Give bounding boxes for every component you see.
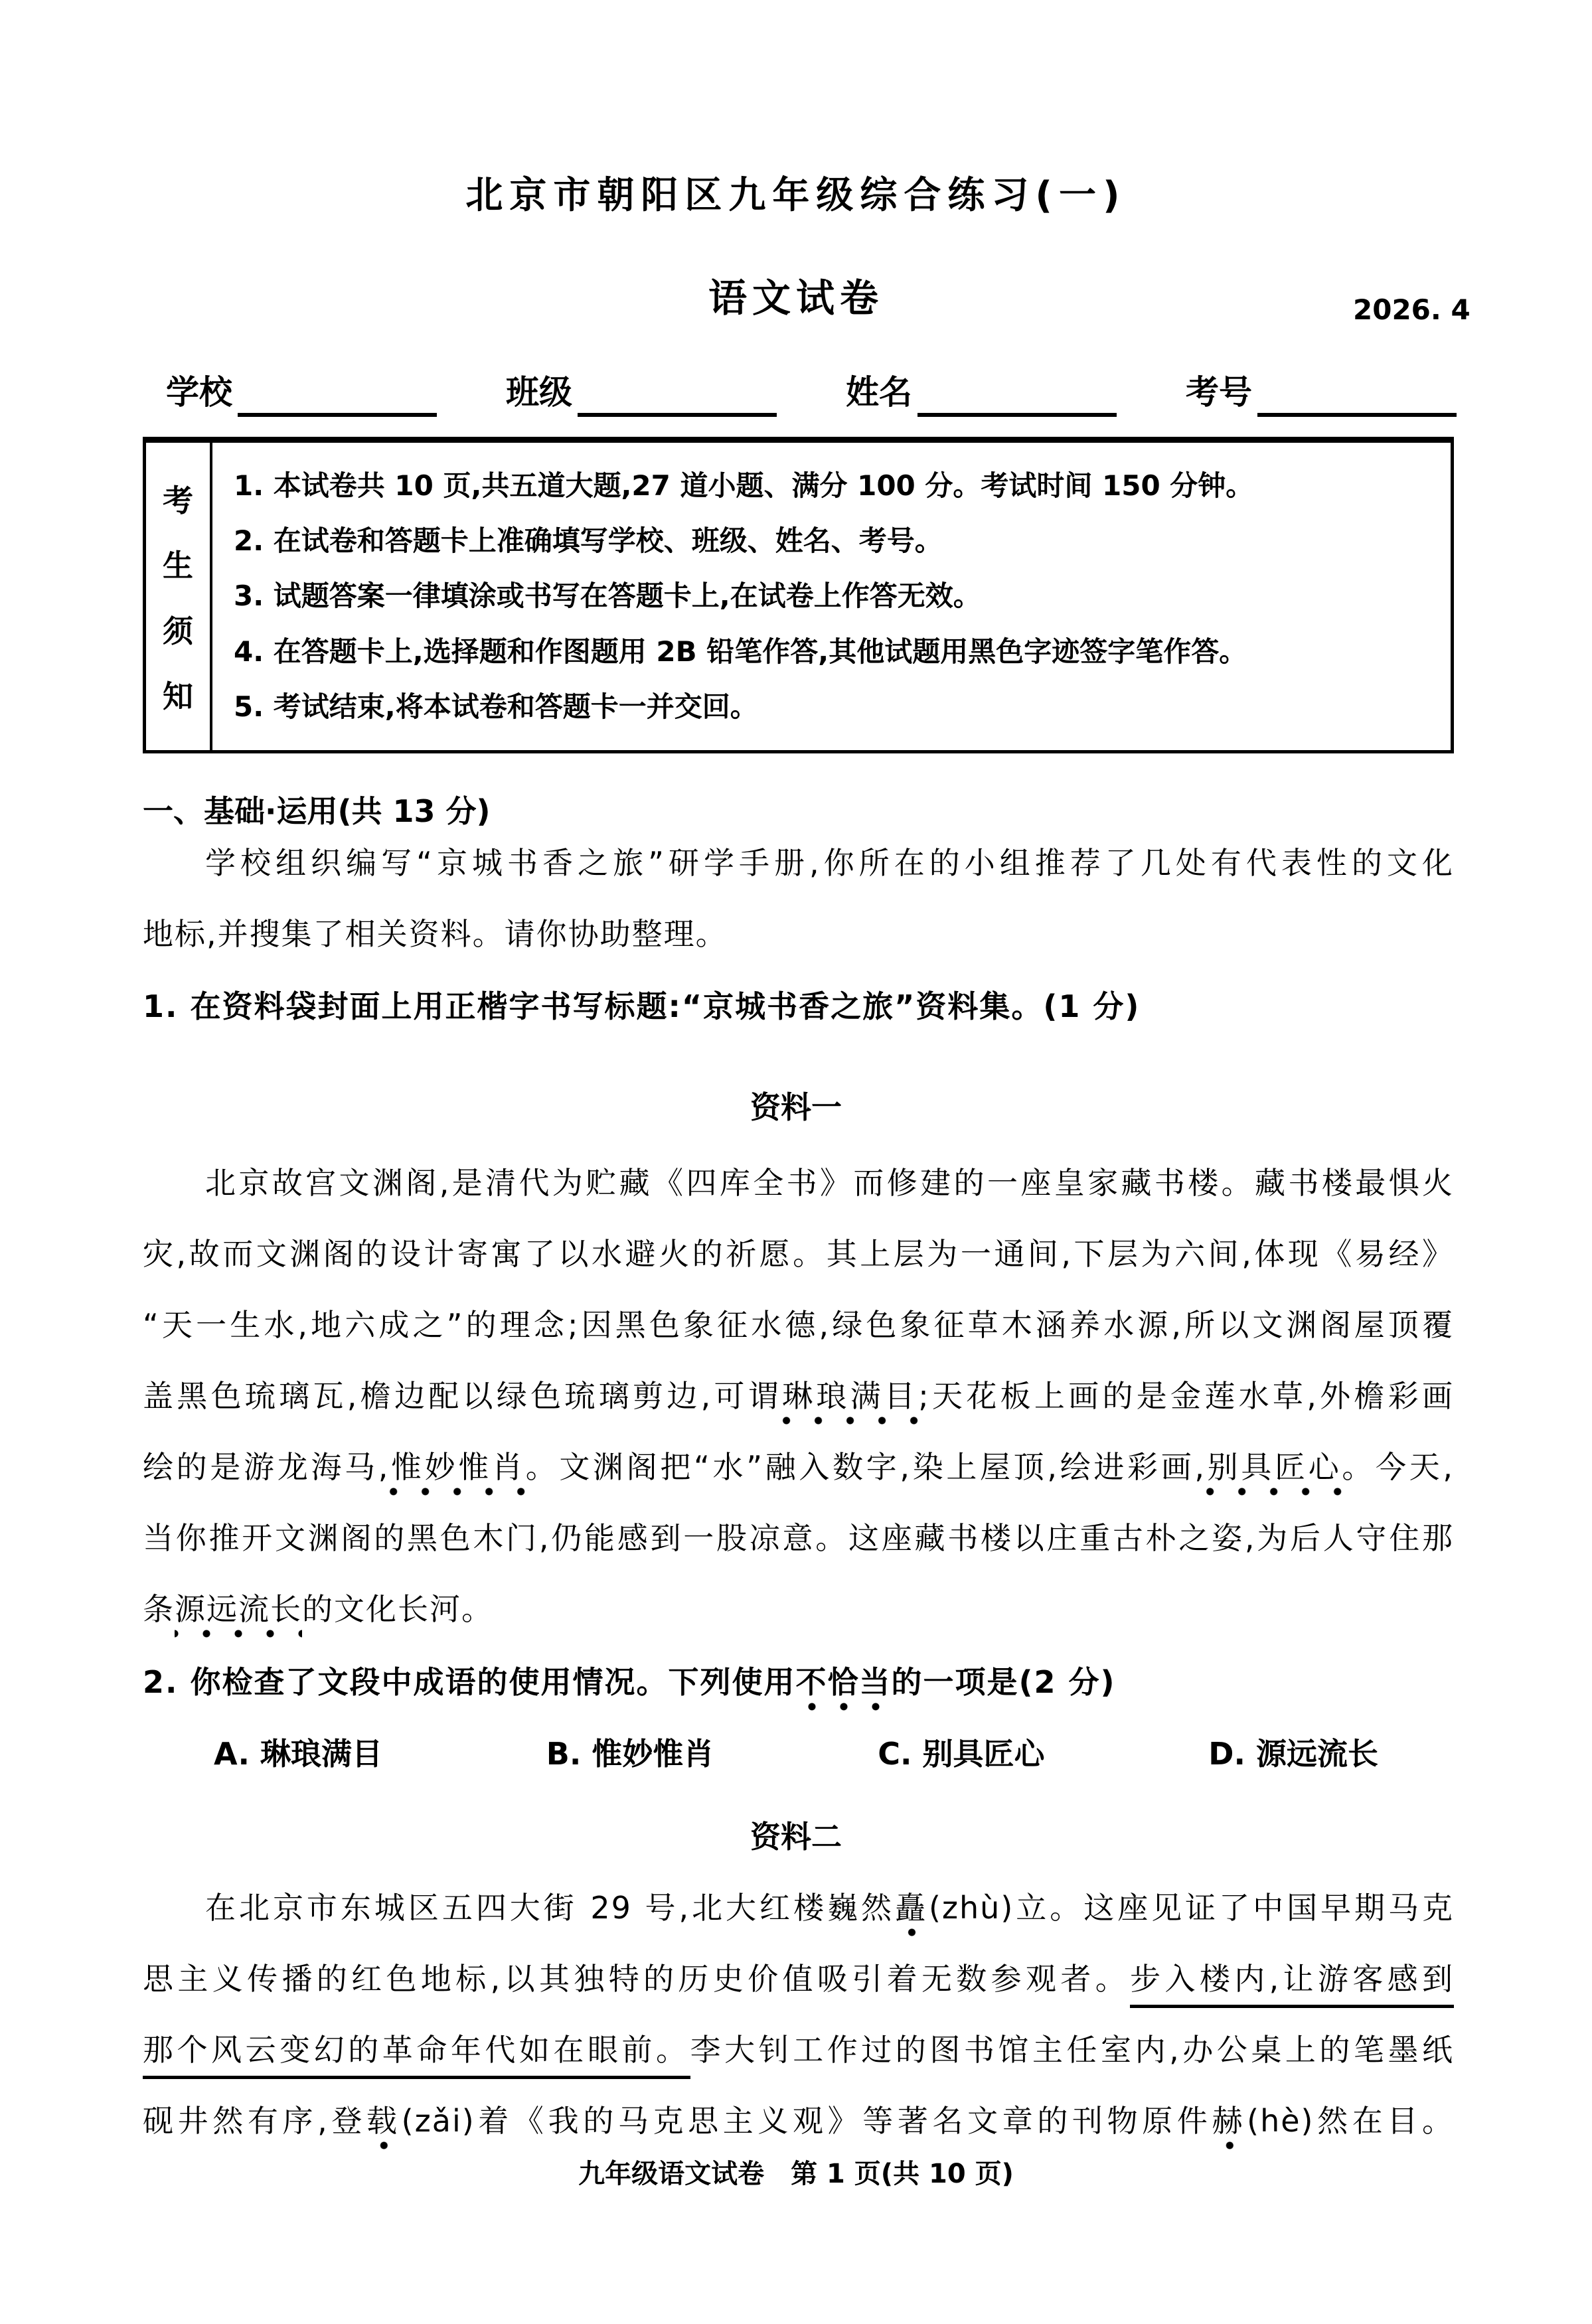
- text-run: 绘的是游龙海马,: [143, 1449, 390, 1485]
- text-run: 在北京市东城区五四大街 29 号,北大红楼巍然: [205, 1890, 895, 1926]
- text-line: [143, 971, 1454, 1042]
- notice-side-char: 知: [163, 678, 193, 715]
- student-info-row: [166, 373, 1457, 417]
- exam-number-blank-line: [1257, 413, 1457, 417]
- text-run: 。文渊阁把“水”融入数字,染上屋顶,绘进彩画,: [525, 1449, 1206, 1485]
- material1-paragraph: [143, 1148, 1454, 1645]
- option-c: C. 别具匠心: [878, 1736, 1045, 1772]
- text-run: 李大钊工作过的图书馆主任室内,办公桌上的笔墨纸: [690, 2032, 1455, 2068]
- option-d: D. 源远流长: [1208, 1736, 1378, 1772]
- material2-paragraph: [143, 1873, 1454, 2157]
- text-line: [143, 1290, 1454, 1361]
- text-line: [143, 2015, 1454, 2086]
- option-b: B. 惟妙惟肖: [546, 1736, 714, 1772]
- emphasis-dotted-text: 别具匠心: [1206, 1449, 1342, 1497]
- section1-heading: 一、基础·运用(共 13 分): [143, 793, 491, 829]
- school-field: [166, 373, 437, 417]
- text-line: [143, 1574, 1454, 1645]
- name-blank-line: [917, 413, 1117, 417]
- notice-item: 2. 在试卷和答题卡上准确填写学校、班级、姓名、考号。: [234, 524, 943, 557]
- notice-item: 1. 本试卷共 10 页,共五道大题,27 道小题、满分 100 分。考试时间 150 分钟。: [234, 469, 1254, 502]
- emphasis-dotted-text: 载: [366, 2103, 402, 2151]
- text-run: 1. 在资料袋封面上用正楷字书写标题:“京城书香之旅”资料集。(1 分): [143, 988, 1141, 1024]
- emphasis-dotted-text: 惟妙惟肖: [389, 1449, 525, 1497]
- notice-side-char: 生: [163, 548, 193, 584]
- notice-box: [143, 437, 1454, 753]
- question1-line: [143, 971, 1454, 1042]
- text-line: [143, 1944, 1454, 2015]
- class-label: 班级: [506, 373, 572, 412]
- text-run: 。今天,: [1342, 1449, 1454, 1485]
- text-run: 的文化长河。: [302, 1591, 493, 1627]
- notice-side-char: 考: [163, 482, 193, 518]
- text-run: ;天花板上画的是金莲水草,外檐彩画: [918, 1378, 1455, 1414]
- intro-paragraph: [143, 828, 1454, 970]
- text-run: 当你推开文渊阁的黑色木门,仍能感到一股凉意。这座藏书楼以庄重古朴之姿,为后人守住那: [143, 1520, 1454, 1556]
- text-run: 地标,并搜集了相关资料。请你协助整理。: [143, 916, 728, 952]
- text-line: [143, 899, 1454, 970]
- school-label: 学校: [166, 373, 232, 412]
- emphasis-dotted-text: 琳琅满目: [782, 1378, 918, 1426]
- underlined-text: 那个风云变幻的革命年代如在眼前。: [143, 2032, 690, 2079]
- exam-number-label: 考号: [1186, 373, 1252, 412]
- text-run: (zǎi)着《我的马克思主义观》等著名文章的刊物原件: [401, 2103, 1212, 2139]
- text-line: [143, 1148, 1454, 1219]
- subject-title: 语文试卷: [708, 275, 884, 321]
- text-line: [143, 1873, 1454, 1944]
- text-run: 盖黑色琉璃瓦,檐边配以绿色琉璃剪边,可谓: [143, 1378, 783, 1414]
- text-line: [143, 1361, 1454, 1432]
- text-line: [143, 1432, 1454, 1503]
- text-line: [143, 1503, 1454, 1574]
- text-run: 思主义传播的红色地标,以其独特的历史价值吸引着无数参观者。: [143, 1961, 1131, 1997]
- text-run: (zhù)立。这座见证了中国早期马克: [928, 1890, 1454, 1926]
- options-row: [214, 1730, 1378, 1774]
- text-run: 学校组织编写“京城书香之旅”研学手册,你所在的小组推荐了几处有代表性的文化: [205, 845, 1454, 881]
- notice-side-char: 须: [163, 613, 193, 649]
- notice-item: 5. 考试结束,将本试卷和答题卡一并交回。: [234, 690, 758, 723]
- school-blank-line: [238, 413, 437, 417]
- exam-number-field: [1186, 373, 1457, 417]
- name-label: 姓名: [846, 373, 912, 412]
- text-line: [143, 2086, 1454, 2157]
- option-a: A. 琳琅满目: [214, 1736, 382, 1772]
- name-field: [846, 373, 1117, 417]
- exam-date: 2026. 4: [1353, 293, 1471, 326]
- class-field: [506, 373, 777, 417]
- page-title: 北京市朝阳区九年级综合练习(一): [465, 174, 1127, 217]
- text-run: “天一生水,地六成之”的理念;因黑色象征水德,绿色象征草木涵养水源,所以文渊阁屋顶覆: [143, 1307, 1454, 1343]
- material1-heading: 资料一: [750, 1089, 842, 1125]
- text-run: 2. 你检查了文段中成语的使用情况。下列使用: [143, 1664, 796, 1700]
- text-line: [143, 1647, 1454, 1718]
- text-run: (hè)然在目。: [1247, 2103, 1455, 2139]
- text-run: 砚井然有序,登: [143, 2103, 367, 2139]
- text-line: [143, 828, 1454, 899]
- text-run: 灾,故而文渊阁的设计寄寓了以水避火的祈愿。其上层为一通间,下层为六间,体现《易经》: [143, 1236, 1454, 1272]
- text-line: [143, 1219, 1454, 1290]
- page-footer: 九年级语文试卷 第 1 页(共 10 页): [578, 2159, 1014, 2189]
- text-run: 的一项是(2 分): [891, 1664, 1116, 1700]
- text-run: 条: [143, 1591, 175, 1627]
- emphasis-dotted-text: 赫: [1212, 2103, 1247, 2151]
- emphasis-dotted-text: 不恰当: [796, 1664, 892, 1712]
- question2-line: [143, 1647, 1454, 1718]
- notice-item: 4. 在答题卡上,选择题和作图题用 2B 铅笔作答,其他试题用黑色字迹签字笔作答。: [234, 635, 1247, 668]
- material2-heading: 资料二: [750, 1819, 842, 1855]
- notice-item: 3. 试题答案一律填涂或书写在答题卡上,在试卷上作答无效。: [234, 580, 981, 613]
- notice-side-label: [146, 443, 212, 750]
- emphasis-dotted-text: 矗: [895, 1890, 929, 1938]
- emphasis-dotted-text: 源远流长: [175, 1591, 302, 1639]
- underlined-text: 步入楼内,让游客感到: [1130, 1961, 1454, 2008]
- class-blank-line: [578, 413, 777, 417]
- notice-item-list: [212, 443, 1451, 750]
- text-run: 北京故宫文渊阁,是清代为贮藏《四库全书》而修建的一座皇家藏书楼。藏书楼最惧火: [205, 1165, 1454, 1201]
